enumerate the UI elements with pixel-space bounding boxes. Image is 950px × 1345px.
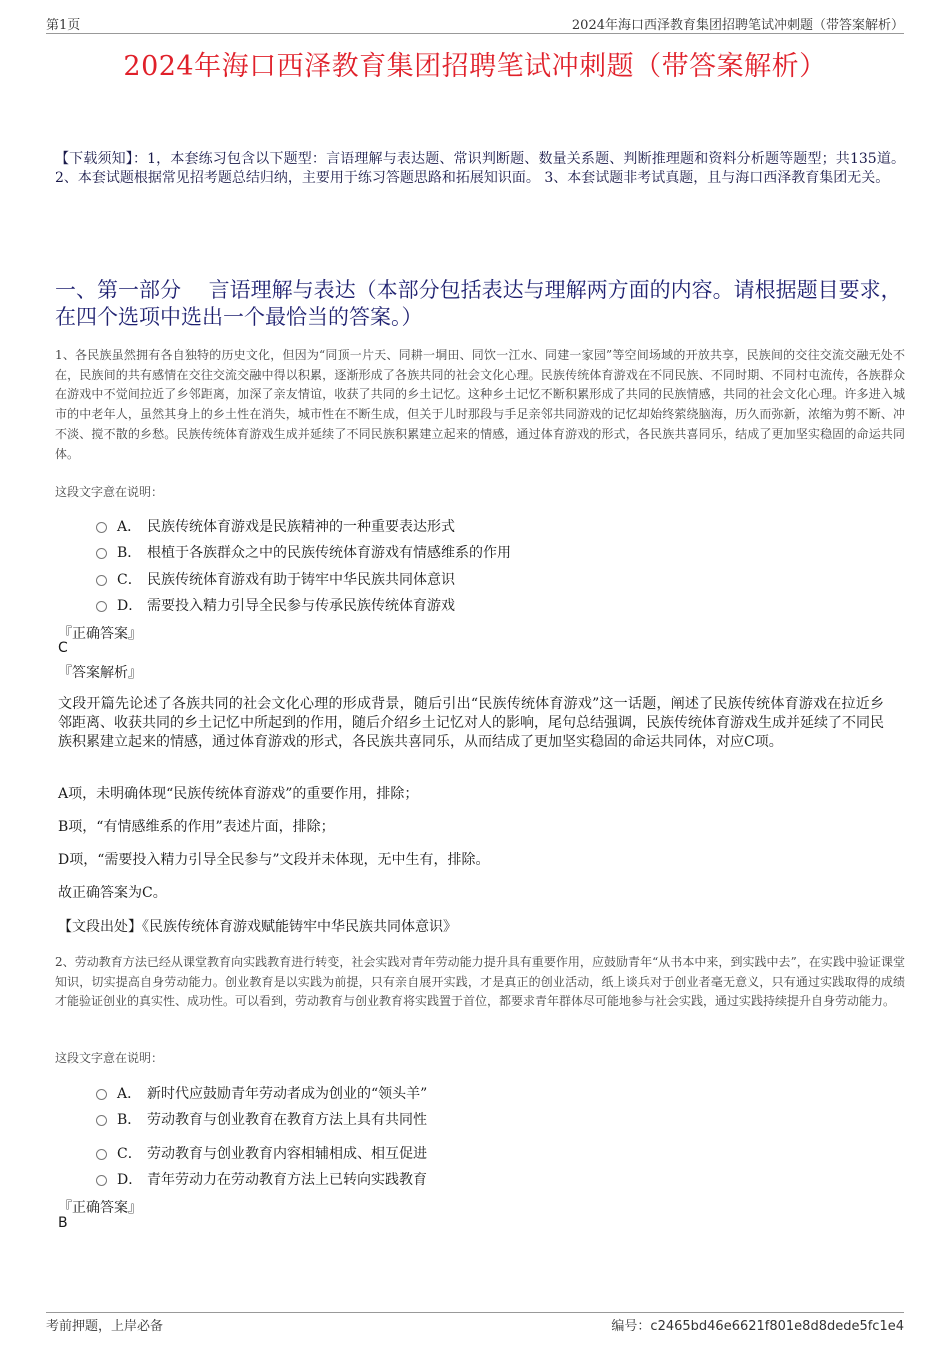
option-text: 根植于各族群众之中的民族传统体育游戏有情感维系的作用 <box>147 545 511 561</box>
question-1-option-b[interactable] <box>96 542 511 562</box>
radio-icon[interactable] <box>96 1089 107 1100</box>
radio-icon[interactable] <box>96 522 107 533</box>
question-1-prompt: 这段文字意在说明： <box>55 485 164 499</box>
question-1-answer: C <box>58 640 68 656</box>
question-1-option-c[interactable] <box>96 569 455 589</box>
question-1-answer-label: 『正确答案』 <box>58 626 142 642</box>
code-label: 编号： <box>611 1319 651 1334</box>
question-1-option-a[interactable] <box>96 516 455 536</box>
radio-icon[interactable] <box>96 601 107 612</box>
question-2-answer: B <box>58 1215 68 1231</box>
section-heading: 一、第一部分 言语理解与表达（本部分包括表达与理解两方面的内容。请根据题目要求，在四个选项中选出一个最恰当的答案。） <box>55 278 902 329</box>
option-text: 民族传统体育游戏是民族精神的一种重要表达形式 <box>147 519 455 535</box>
option-key: C． <box>117 572 142 588</box>
question-1-analysis-label: 『答案解析』 <box>58 665 142 681</box>
option-text: 劳动教育与创业教育内容相辅相成、相互促进 <box>147 1146 427 1162</box>
question-2-passage: 2、劳动教育方法已经从课堂教育向实践教育进行转变，社会实践对青年劳动能力提升具有重要作用，应鼓励青年“从书本中来，到实践中去”，在实践中验证课堂知识，切实提高自身劳动能力。创业教育是以实践为前提，只有亲自展开实践，才是真正的创业活动，纸上谈兵对于创业者毫无意义，只有通过实践取得的成绩才能验证创业的真实性、成功性。可以看到，劳动教育与创业教育将实践置于首位，都要求青年群体尽可能地参与社会实践，通过实践持续提升自身劳动能力。 <box>55 955 905 1009</box>
question-1-passage: 1、各民族虽然拥有各自独特的历史文化，但因为“同顶一片天、同耕一垌田、同饮一江水、同建一家园”等空间场域的开放共享，民族间的交往交流交融无处不在，民族间的共有感情在交往交流交融中得以积累，逐渐形成了各族共同的社会文化心理。民族传统体育游戏在不同民族、不同时期、不同村屯流传，各族群众在游戏中不觉间拉近了乡邻距离，加深了亲友情谊，收获了共同的乡土记忆。这种乡土记忆不断积累形成了共同的民族情感，共同的社会文化心理。许多进入城市的中老年人，虽然其身上的乡土性在消失，城市性在不断生成，但关于儿时那段与手足亲邻共同游戏的记忆却始终萦绕脑海，历久而弥新，浓缩为剪不断、冲不淡、搅不散的乡愁。民族传统体育游戏生成并延续了不同民族积累建立起来的情感，通过体育游戏的形式，各民族共喜同乐，结成了更加坚实稳固的命运共同体。 <box>55 348 905 461</box>
option-text: 青年劳动力在劳动教育方法上已转向实践教育 <box>147 1172 427 1188</box>
question-2-answer-label: 『正确答案』 <box>58 1200 142 1216</box>
option-text: 民族传统体育游戏有助于铸牢中华民族共同体意识 <box>147 572 455 588</box>
radio-icon[interactable] <box>96 1175 107 1186</box>
document-code <box>611 1315 904 1334</box>
option-text: 劳动教育与创业教育在教育方法上具有共同性 <box>147 1112 427 1128</box>
analysis-paragraph: A项，未明确体现“民族传统体育游戏”的重要作用，排除； <box>58 786 419 802</box>
option-text: 需要投入精力引导全民参与传承民族传统体育游戏 <box>147 598 455 614</box>
header-divider <box>46 33 904 34</box>
option-key: B． <box>117 545 142 561</box>
document-title: 2024年海口西泽教育集团招聘笔试冲刺题（带答案解析） <box>123 51 827 82</box>
option-key: A． <box>117 519 142 535</box>
analysis-paragraph: 文段开篇先论述了各族共同的社会文化心理的形成背景，随后引出“民族传统体育游戏”这一话题，阐述了民族传统体育游戏在拉近乡邻距离、收获共同的乡土记忆中所起到的作用，随后介绍乡土记忆对人的影响，尾句总结强调，民族传统体育游戏生成并延续了不同民族积累建立起来的情感，通过体育游戏的形式，各民族共喜同乐，从而结成了更加坚实稳固的命运共同体，对应C项。 <box>58 696 884 750</box>
question-1-option-d[interactable] <box>96 595 455 615</box>
question-2-option-d[interactable] <box>96 1169 427 1189</box>
option-key: B． <box>117 1112 142 1128</box>
source-citation: 【文段出处】《民族传统体育游戏赋能铸牢中华民族共同体意识》 <box>58 919 457 935</box>
download-notice: 【下载须知】：1，本套练习包含以下题型：言语理解与表达题、常识判断题、数量关系题、判断推理题和资料分析题等题型；共135道。 2、本套试题根据常见招考题总结归纳，主要用于练习答题思路和拓展知识面。 3、本套试题非考试真题，且与海口西泽教育集团无关。 <box>55 151 905 186</box>
running-title: 2024年海口西泽教育集团招聘笔试冲刺题（带答案解析） <box>571 18 904 33</box>
question-2-option-c[interactable] <box>96 1143 427 1163</box>
question-2-prompt: 这段文字意在说明： <box>55 1051 164 1065</box>
footer-divider <box>46 1312 904 1313</box>
question-2-option-a[interactable] <box>96 1083 427 1103</box>
code-value: c2465bd46e6621f801e8d8dede5fc1e4 <box>650 1319 904 1334</box>
radio-icon[interactable] <box>96 1115 107 1126</box>
option-key: D． <box>117 598 143 614</box>
radio-icon[interactable] <box>96 548 107 559</box>
analysis-paragraph: B项，“有情感维系的作用”表述片面，排除； <box>58 819 335 835</box>
option-key: C． <box>117 1146 142 1162</box>
option-text: 新时代应鼓励青年劳动者成为创业的“领头羊” <box>147 1086 428 1102</box>
option-key: D． <box>117 1172 143 1188</box>
radio-icon[interactable] <box>96 1149 107 1160</box>
footer-slogan: 考前押题，上岸必备 <box>46 1319 164 1334</box>
radio-icon[interactable] <box>96 575 107 586</box>
analysis-paragraph: D项，“需要投入精力引导全民参与”文段并未体现，无中生有，排除。 <box>58 852 490 868</box>
question-2-option-b[interactable] <box>96 1109 427 1129</box>
page-number: 第1页 <box>46 18 81 33</box>
analysis-paragraph: 故正确答案为C。 <box>58 885 167 901</box>
option-key: A． <box>117 1086 142 1102</box>
